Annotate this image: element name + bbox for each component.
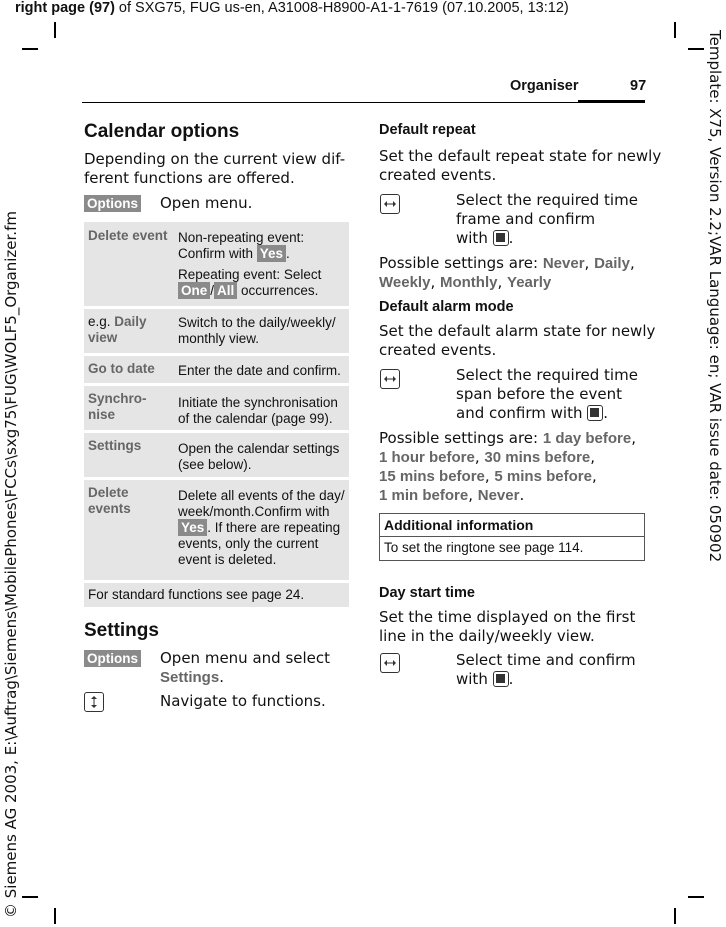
row-desc: Enter the date and confirm. <box>178 363 341 378</box>
settings-options-row: Options Open menu and select Settings. <box>84 649 344 668</box>
default-alarm-text: Set the default alarm state for newly created events. <box>379 322 656 359</box>
additional-info-title: Additional information <box>384 517 534 533</box>
table-row <box>84 433 349 477</box>
crop-mark <box>688 896 704 898</box>
settings-title: Settings <box>84 620 159 641</box>
one-softkey[interactable]: One <box>178 282 210 299</box>
row-label-go-to-date: Go to date <box>88 361 155 376</box>
all-softkey[interactable]: All <box>214 282 237 299</box>
default-alarm-title: Default alarm mode <box>379 299 514 315</box>
navigate-left-right-icon <box>380 653 400 677</box>
row-label-settings: Settings <box>88 438 142 453</box>
row-label-delete-events: Delete events <box>88 485 131 516</box>
default-repeat-title: Default repeat <box>379 122 476 138</box>
crop-mark <box>22 48 38 50</box>
row-label-delete-event: Delete event <box>88 228 168 243</box>
confirm-key-icon <box>493 230 509 246</box>
row-label-daily-view: e.g. Daily view <box>88 314 147 345</box>
page-header <box>15 0 569 16</box>
crop-mark <box>674 22 676 38</box>
calendar-options-title: Calendar options <box>84 121 240 142</box>
options-table <box>84 222 349 607</box>
navigate-text: Navigate to functions. <box>160 692 326 710</box>
header-rule <box>82 102 645 103</box>
additional-info-text: To set the ringtone see page 114. <box>384 540 584 555</box>
open-menu-text: Open menu. <box>160 194 253 212</box>
crop-mark <box>22 896 38 898</box>
row-desc: Non-repeating event: Confirm with Yes . Repeating event: Select One / All occurrences. <box>178 230 322 298</box>
row-desc: Open the calendar settings (see below). <box>178 441 340 472</box>
crop-mark <box>54 22 56 38</box>
navigate-up-down-icon <box>84 692 104 716</box>
select-time-frame-text: Select the required time frame and confirm with . <box>456 191 638 247</box>
file-path: © Siemens AG 2003, E:\Auftrag\Siemens\MobilePhones\FCCs\sxg75\FUG\WOLF5_Organizer.fm <box>2 211 20 918</box>
yes-softkey[interactable]: Yes <box>257 245 286 262</box>
default-repeat-text: Set the default repeat state for newly created events. <box>379 147 662 184</box>
alarm-possible-settings: Possible settings are: 1 day before, 1 hour before, 30 mins before, 15 mins before, 5 mins before, 1 min before, Never. <box>379 429 636 504</box>
table-row <box>84 309 349 353</box>
select-time-span-text: Select the required time span before the event and confirm with . <box>456 366 638 422</box>
row-desc: Initiate the synchronisation of the calendar (page 99). <box>178 395 338 426</box>
page-number: 97 <box>630 78 647 94</box>
row-desc: Delete all events of the day/ week/month.Confirm with Yes . If there are repeating events, only the current event is deleted. <box>178 488 345 567</box>
confirm-key-icon <box>587 405 603 421</box>
table-row <box>84 222 349 306</box>
crop-mark <box>54 908 56 924</box>
table-row <box>84 386 349 430</box>
day-start-text: Set the time displayed on the first line in the daily/weekly view. <box>379 608 636 645</box>
crop-mark <box>688 48 704 50</box>
confirm-key-icon <box>493 671 509 687</box>
row-label-synchronise: Synchro- nise <box>88 391 147 422</box>
doc-info: of SXG75, FUG us-en, A31008-H8900-A1-1-7619 (07.10.2005, 13:12) <box>114 0 569 16</box>
page-number-rule <box>578 100 645 102</box>
yes-softkey[interactable]: Yes <box>178 519 207 536</box>
crop-mark <box>674 908 676 924</box>
page-label: right page (97) <box>15 0 115 16</box>
options-softkey[interactable]: Options <box>84 195 141 212</box>
navigate-left-right-icon <box>380 369 400 393</box>
day-start-title: Day start time <box>379 585 475 601</box>
select-time-text: Select time and confirm with . <box>456 651 636 688</box>
options-softkey[interactable]: Options <box>84 650 141 667</box>
row-desc: Switch to the daily/weekly/ monthly view. <box>178 315 336 346</box>
repeat-possible-settings: Possible settings are: Never, Daily, Weekly, Monthly, Yearly <box>379 254 635 291</box>
table-row <box>84 480 349 580</box>
table-footer: For standard functions see page 24. <box>84 583 349 607</box>
navigate-left-right-icon <box>380 194 400 218</box>
section-title: Organiser <box>510 78 579 94</box>
template-info: Template: X75, Version 2.2;VAR Language: en; VAR issue date: 050902 <box>706 30 724 563</box>
options-row <box>84 194 253 213</box>
calendar-options-intro: Depending on the current view dif- ferent functions are offered. <box>84 150 346 187</box>
table-row <box>84 356 349 383</box>
additional-info-box <box>379 513 645 561</box>
